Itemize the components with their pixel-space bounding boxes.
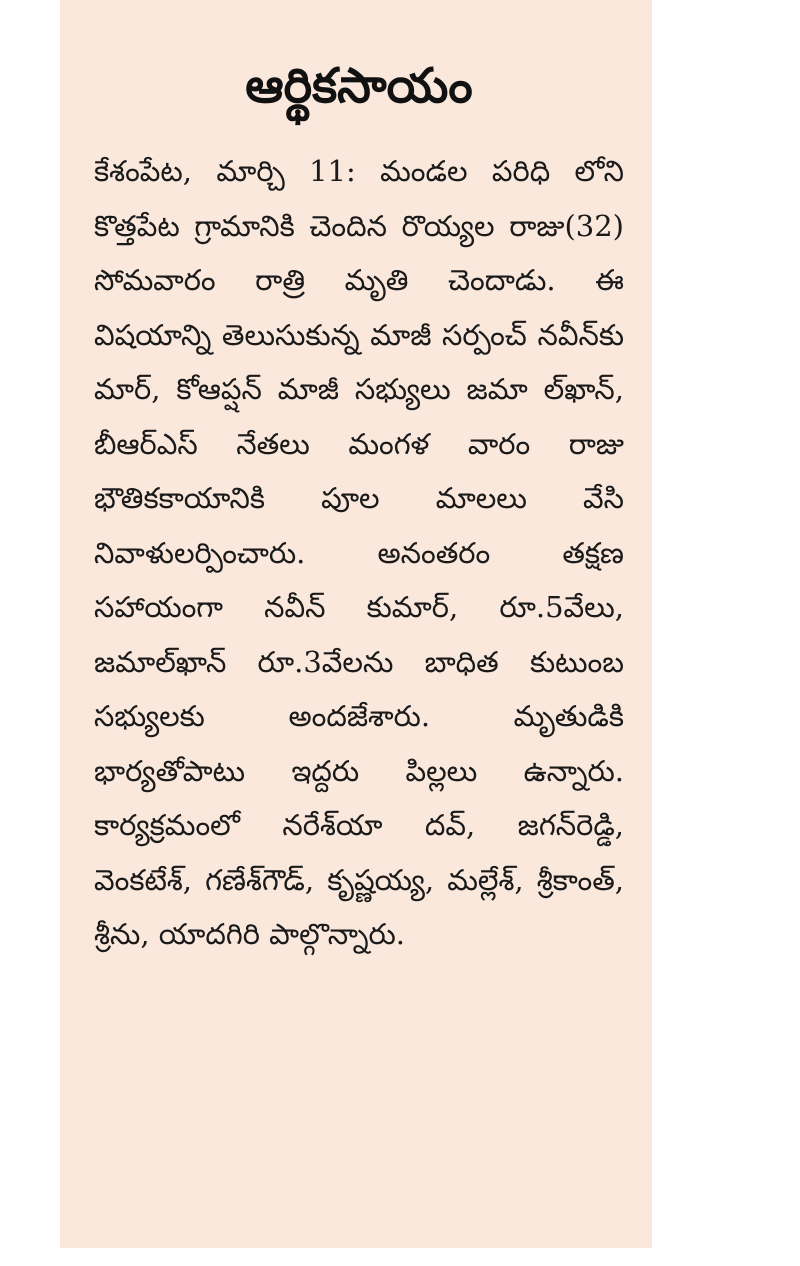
- article-headline: ఆర్థికసాయం: [245, 58, 473, 114]
- news-clipping: [60, 0, 652, 1248]
- article-body: కేశంపేట, మార్చి 11: మండల పరిధి లోని కొత్తపేట గ్రామానికి చెందిన రొయ్యల రాజు(32) సోమవారం రాత్రి మృతి చెందాడు. ఈ విషయాన్ని తెలుసుకున్న మాజీ సర్పంచ్ నవీన్‌కు మార్, కోఆప్షన్ మాజీ సభ్యులు జమా ల్‌ఖాన్, బీఆర్ఎస్ నేతలు మంగళ వారం రాజు భౌతికకాయానికి పూల మాలలు వేసి నివాళులర్పించారు. అనంతరం తక్షణ సహాయంగా నవీన్ కుమార్, రూ.5వేలు, జమాల్‌ఖాన్ రూ.3వేలను బాధిత కుటుంబ సభ్యులకు అందజేశారు. మృతుడికి భార్యతోపాటు ఇద్దరు పిల్లలు ఉన్నారు. కార్యక్రమంలో నరేశ్‌యా దవ్, జగన్‌రెడ్డి, వెంకటేశ్, గణేశ్‌గౌడ్, కృష్ణయ్య, మల్లేశ్, శ్రీకాంత్, శ్రీను, యాదగిరి పాల్గొన్నారు.: [94, 154, 624, 951]
